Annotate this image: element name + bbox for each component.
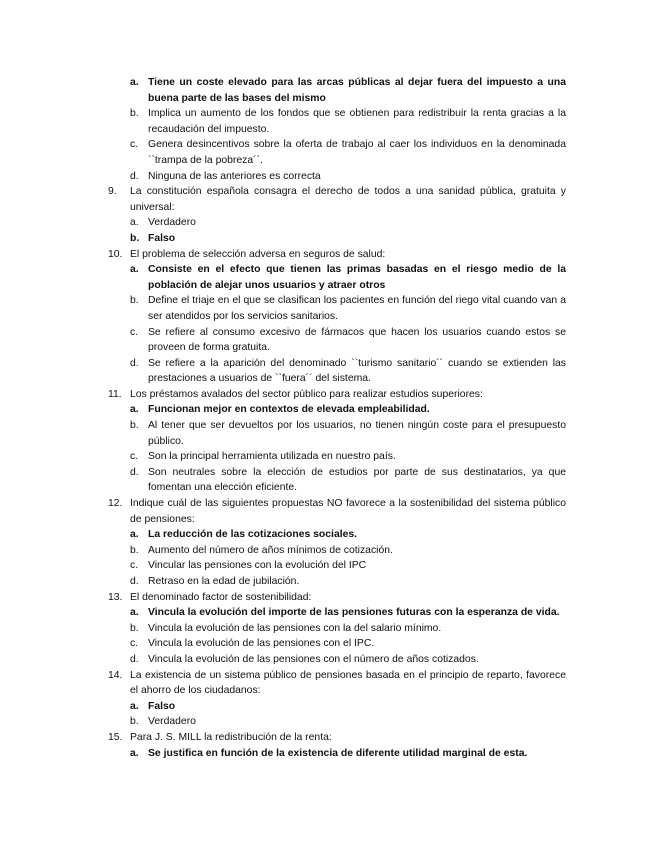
answer-option (108, 215, 566, 231)
question-stem (108, 496, 566, 527)
option-letter: a. (130, 747, 139, 759)
answer-option-correct (108, 231, 566, 247)
question-stem (108, 247, 566, 263)
answer-option (108, 558, 566, 574)
answer-option (108, 449, 566, 465)
question-stem (108, 668, 566, 699)
question-item (108, 387, 566, 496)
option-letter: c. (130, 326, 139, 338)
answer-option (108, 714, 566, 730)
option-letter: b. (130, 232, 140, 244)
answer-option-correct (108, 527, 566, 543)
option-letter: a. (130, 607, 139, 619)
question-item (108, 668, 566, 730)
option-text: Se refiere al consumo excesivo de fármacos que hacen los usuarios cuando estos se proveen de forma gratuita. (148, 326, 566, 354)
answer-option (108, 169, 566, 185)
question-number: 12. (108, 498, 123, 510)
option-letter: b. (130, 295, 139, 307)
option-text: Falso (148, 700, 176, 712)
answer-option-correct (108, 402, 566, 418)
answer-option-correct (108, 605, 566, 621)
option-letter: a. (130, 264, 139, 276)
question-stem (108, 387, 566, 403)
option-letter: d. (130, 576, 139, 587)
question-item (108, 590, 566, 668)
option-letter: d. (130, 653, 139, 665)
answer-option (108, 465, 566, 496)
option-text: Se justifica en función de la existencia de diferente utilidad marginal de esta. (148, 747, 528, 759)
option-text: Vincular las pensiones con la evolución del IPC (148, 560, 367, 572)
option-letter: c. (130, 638, 139, 650)
option-letter: a. (130, 404, 139, 416)
question-stem (108, 184, 566, 215)
answer-option (108, 652, 566, 668)
option-text: Tiene un coste elevado para las arcas públicas al dejar fuera del impuesto a una buena parte de las bases del mismo (148, 77, 566, 104)
question-item (108, 496, 566, 590)
question-item (108, 184, 566, 246)
option-text: Verdadero (148, 217, 196, 229)
answer-option (108, 636, 566, 652)
option-letter: d. (130, 466, 139, 478)
option-text: Se refiere a la aparición del denominado ``turismo sanitario´´ cuando se extienden las prestaciones a usuarios de ``fuera´´ del sistema. (148, 357, 566, 385)
option-text: Vincula la evolución de las pensiones con la del salario mínimo. (148, 622, 442, 634)
option-letter: d. (130, 357, 139, 369)
option-letter: a. (130, 77, 139, 88)
option-text: Retraso en la edad de jubilación. (148, 576, 300, 587)
answer-option-correct (108, 699, 566, 715)
option-text: Ninguna de las anteriores es correcta (148, 170, 321, 182)
question-number: 14. (108, 669, 123, 681)
question-text: El denominado factor de sostenibilidad: (130, 591, 312, 603)
option-text: Vincula la evolución del importe de las pensiones futuras con la esperanza de vida. (148, 607, 560, 619)
option-letter: c. (130, 560, 139, 572)
question-item (108, 247, 566, 387)
answer-option (108, 574, 566, 590)
previous-question-options (108, 75, 566, 184)
answer-option-correct (108, 746, 566, 762)
question-list (108, 184, 566, 761)
exam-document (108, 75, 566, 761)
option-text: Consiste en el efecto que tienen las primas basadas en el riesgo medio de la población de alejar unos usuarios y atraer otros (148, 264, 566, 291)
option-text: Genera desincentivos sobre la oferta de trabajo al caer los individuos en la denominada ``trampa de la pobreza´´. (148, 139, 566, 166)
answer-option (108, 106, 566, 137)
option-text: Implica un aumento de los fondos que se obtienen para redistribuir la renta gracias a la recaudación del impuesto. (148, 108, 566, 135)
question-stem (108, 590, 566, 606)
option-text: Vincula la evolución de las pensiones con el número de años cotizados. (148, 653, 479, 665)
question-text: Para J. S. MILL la redistribución de la renta: (130, 731, 332, 743)
option-text: La reducción de las cotizaciones sociales. (148, 529, 358, 541)
option-letter: b. (130, 622, 139, 634)
option-text: Verdadero (148, 716, 196, 728)
option-letter: b. (130, 716, 139, 728)
option-text: Son neutrales sobre la elección de estudios por parte de sus destinatarios, ya que fomentan una elección eficiente. (148, 466, 566, 494)
option-text: Define el triaje en el que se clasifican los pacientes en función del riego vital cuando van a ser atendidos por los servicios sanitarios. (148, 295, 566, 322)
option-letter: b. (130, 544, 139, 556)
option-text: Son la principal herramienta utilizada en nuestro país. (148, 451, 396, 463)
option-letter: b. (130, 420, 139, 432)
answer-option-correct (108, 262, 566, 293)
question-stem (108, 730, 566, 746)
option-letter: c. (130, 139, 139, 151)
option-text: Vincula la evolución de las pensiones con el IPC. (148, 638, 375, 650)
answer-option (108, 325, 566, 356)
option-text: Al tener que ser devueltos por los usuarios, no tienen ningún coste para el presupuesto público. (148, 420, 566, 447)
question-number: 10. (108, 248, 123, 260)
question-text: El problema de selección adversa en seguros de salud: (130, 248, 386, 260)
answer-option-correct (108, 75, 566, 106)
answer-option (108, 137, 566, 168)
option-letter: a. (130, 529, 139, 541)
option-letter: b. (130, 108, 139, 120)
answer-option (108, 418, 566, 449)
question-text: La existencia de un sistema público de pensiones basada en el principio de reparto, favorece el ahorro de los ciudadanos: (130, 669, 566, 697)
answer-option (108, 356, 566, 387)
question-text: Los préstamos avalados del sector público para realizar estudios superiores: (130, 388, 483, 400)
answer-option (108, 293, 566, 324)
question-text: Indique cuál de las siguientes propuestas NO favorece a la sostenibilidad del sistema público de pensiones: (130, 498, 566, 525)
question-number: 11. (108, 388, 122, 400)
option-text: Funcionan mejor en contextos de elevada empleabilidad. (148, 404, 430, 416)
option-text: Aumento del número de años mínimos de cotización. (148, 544, 393, 556)
option-letter: a. (130, 217, 139, 229)
option-letter: d. (130, 170, 139, 182)
option-letter: c. (130, 451, 139, 463)
option-text: Falso (148, 232, 176, 244)
question-item (108, 730, 566, 761)
question-number: 13. (108, 591, 123, 603)
answer-option (108, 621, 566, 637)
question-number: 15. (108, 731, 123, 743)
option-letter: a. (130, 700, 139, 712)
answer-option (108, 543, 566, 559)
question-number: 9. (108, 186, 117, 198)
question-text: La constitución española consagra el derecho de todos a una sanidad pública, gratuita y universal: (130, 186, 566, 213)
